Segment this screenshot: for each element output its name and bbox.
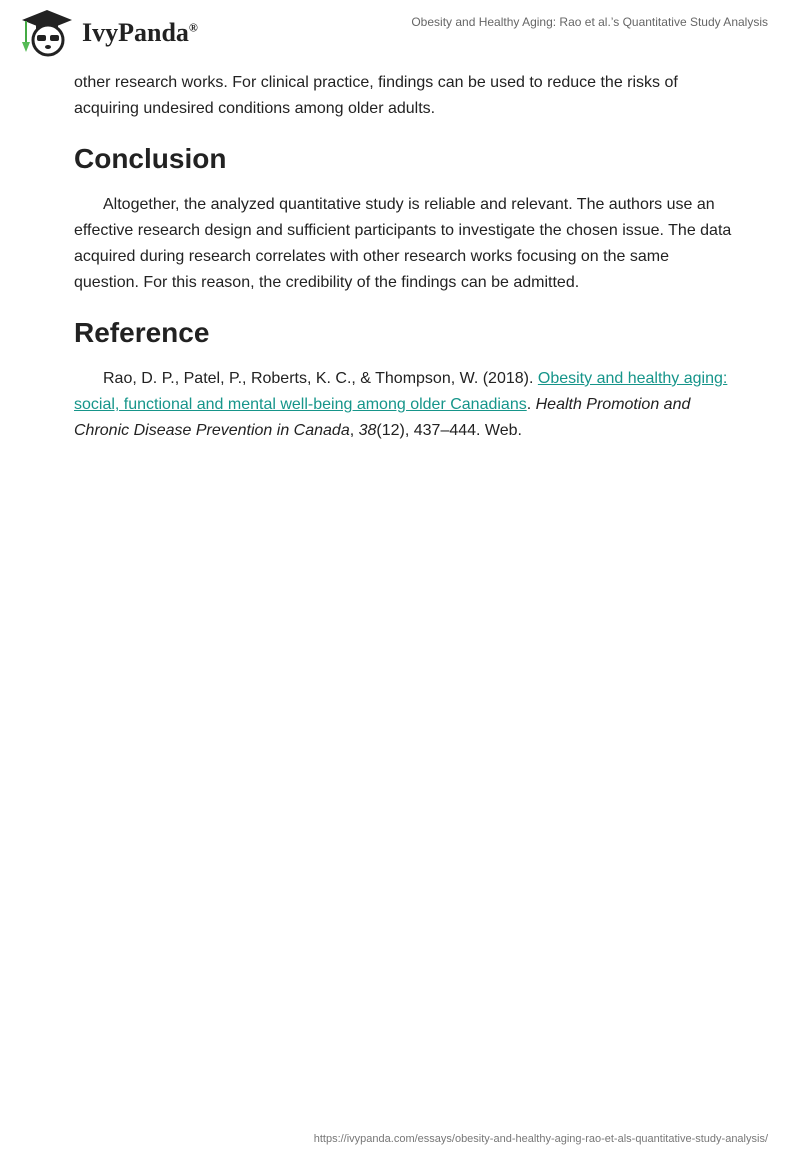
ref-title-link[interactable]: Obesity and healthy aging: social, functional and mental well-being among older Canadians xyxy=(74,370,728,413)
brand-text: IvyPanda xyxy=(82,18,189,47)
intro-paragraph: other research works. For clinical practice, findings can be used to reduce the risks of acquiring undesired conditions among older adults. xyxy=(74,74,678,117)
ref-journal: Health Promotion and Chronic Disease Prevention in Canada xyxy=(74,396,691,439)
ref-authors: Rao, D. P., Patel, P., Roberts, K. C., & Thompson, W. (2018). xyxy=(103,370,538,387)
reference-heading: Reference xyxy=(74,317,210,348)
logo[interactable] xyxy=(18,8,198,58)
ref-punct: . xyxy=(526,396,536,413)
article-body xyxy=(74,70,734,444)
ref-pages: (12), 437–444. Web. xyxy=(376,422,522,439)
registered-mark: ® xyxy=(188,20,198,35)
footer-url: https://ivypanda.com/essays/obesity-and-healthy-aging-rao-et-als-quantitative-study-analysis/ xyxy=(313,1133,768,1145)
conclusion-paragraph: Altogether, the analyzed quantitative study is reliable and relevant. The authors use an effective research design and sufficient participants to investigate the chosen issue. The data acquired during research correlates with other research works focusing on the same question. For this reason, the credibility of the findings can be admitted. xyxy=(74,196,732,291)
panda-logo-icon xyxy=(18,8,76,58)
ref-volume: 38 xyxy=(358,422,377,439)
conclusion-heading: Conclusion xyxy=(74,143,227,174)
document-title: Obesity and Healthy Aging: Rao et al.’s Quantitative Study Analysis xyxy=(411,15,768,29)
reference-entry xyxy=(74,366,734,444)
ref-punct: , xyxy=(349,422,359,439)
brand-name xyxy=(82,18,198,48)
